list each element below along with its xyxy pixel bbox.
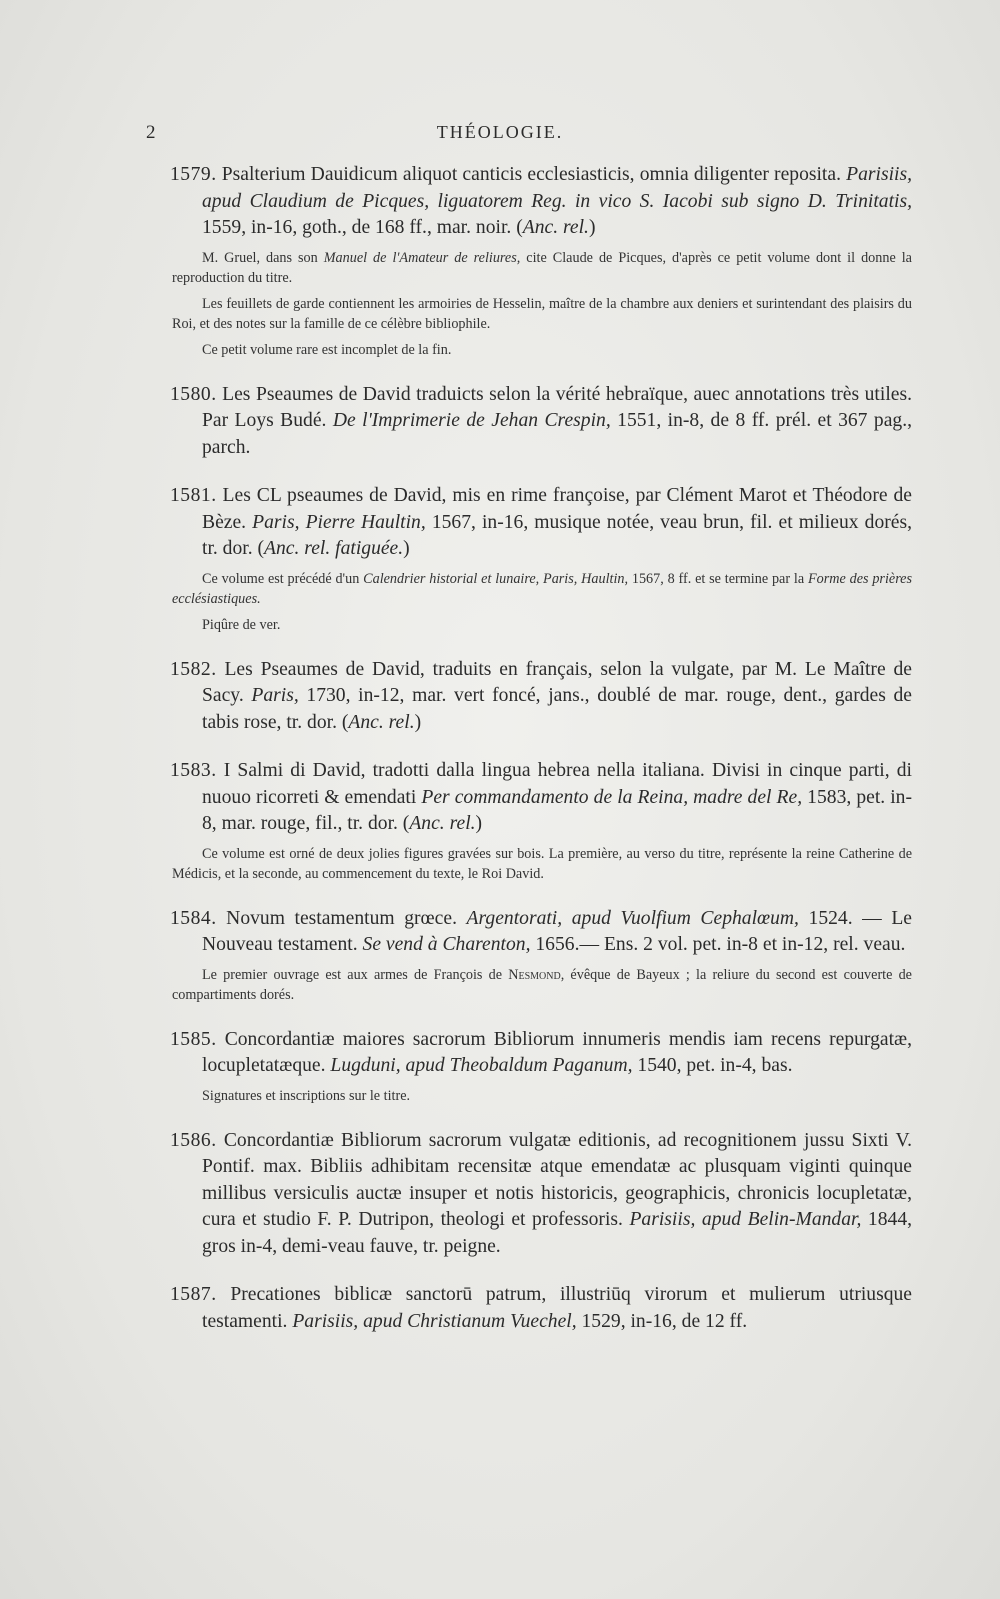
- entry-description: [170, 906, 912, 959]
- catalogue-entry: [170, 1128, 912, 1261]
- text-run: Precationes biblicæ sanctorū patrum, illustriūq virorum et mulierum utriusque testamenti.: [202, 1284, 912, 1332]
- text-run: ): [403, 538, 410, 559]
- text-run: 1583, pet. in-8, mar. rouge, fil., tr. dor. (: [202, 786, 912, 834]
- entry-note: [172, 1086, 912, 1106]
- text-run: Novum testamentum grœce.: [226, 907, 467, 929]
- italic-text: Se vend à Charenton,: [362, 934, 531, 955]
- italic-text: Anc. rel.: [348, 711, 415, 733]
- entry-number: 1581.: [170, 485, 217, 506]
- entry-note: [172, 569, 912, 609]
- text-run: Concordantiæ maiores sacrorum Bibliorum innumeris mendis iam recens repurgatæ, locupletatæque.: [202, 1028, 913, 1076]
- text-run: Nesmond: [508, 966, 561, 983]
- catalogue-entry: [170, 1282, 912, 1335]
- catalogue-entry: [170, 906, 912, 1005]
- italic-text: Forme des prières ecclésiastiques.: [172, 570, 913, 607]
- catalogue-entry: [170, 382, 912, 462]
- running-title: THÉOLOGIE.: [436, 122, 564, 142]
- italic-text: Argentorati, apud Vuolfium Cephalœum,: [466, 907, 799, 929]
- text-run: Ce volume est orné de deux jolies figures gravées sur bois. La première, au verso du titre, représente la reine Catherine de Médicis, et la seconde, au commencement du texte, le Roi David.: [172, 845, 912, 882]
- entry-number: 1586.: [170, 1129, 217, 1151]
- italic-text: Anc. rel. fatiguée.: [264, 538, 404, 559]
- entry-number: 1583.: [170, 760, 217, 781]
- italic-text: Parisiis, apud Belin-Mandar,: [629, 1209, 862, 1230]
- italic-text: Paris, Pierre Haultin,: [252, 511, 426, 533]
- text-run: Psalterium Dauidicum aliquot canticis ecclesiasticis, omnia diligenter reposita.: [221, 164, 847, 185]
- italic-text: Parisiis, apud Claudium de Picques, liguatorem Reg. in vico S. Iacobi sub signo D. Trinitatis,: [202, 164, 912, 212]
- catalogue-entry: [170, 657, 912, 737]
- entry-number: 1585.: [170, 1028, 217, 1050]
- text-run: cite Claude de Picques, d'après ce petit volume dont il donne la reproduction du titre.: [172, 249, 912, 286]
- italic-text: Paris,: [251, 685, 299, 706]
- entry-note: [172, 965, 912, 1005]
- text-run: 1567, 8 ff. et se termine par la: [628, 570, 808, 587]
- entry-description: [170, 758, 912, 838]
- entry-description: [170, 162, 912, 242]
- text-run: 1559, in-16, goth., de 168 ff., mar. noir. (: [202, 217, 523, 238]
- text-run: Les feuillets de garde contiennent les armoiries de Hesselin, maître de la chambre aux deniers et surintendant des plaisirs du Roi, et des notes sur la famille de ce célèbre bibliophile.: [172, 295, 912, 332]
- text-run: Ce volume est précédé d'un: [202, 570, 364, 587]
- entry-number: 1587.: [170, 1284, 217, 1305]
- text-run: 1551, in-8, de 8 ff. prél. et 367 pag., parch.: [202, 410, 912, 458]
- entry-number: 1582.: [170, 658, 217, 680]
- entry-description: [170, 1128, 912, 1261]
- text-run: 1524. — Le Nouveau testament.: [202, 907, 912, 955]
- text-run: Le premier ouvrage est aux armes de François de: [202, 966, 509, 983]
- entry-description: [170, 1027, 912, 1080]
- text-run: 1529, in-16, de 12 ff.: [576, 1310, 748, 1332]
- catalogue-entry: [170, 162, 912, 360]
- italic-text: Parisiis, apud Christianum Vuechel,: [292, 1310, 577, 1332]
- catalogue-entry: [170, 483, 912, 635]
- text-run: Concordantiæ Bibliorum sacrorum vulgatæ editionis, ad recognitionem jussu Sixti V. Pontif. max. Bibliis adhibitam recensitæ atque emendatæ ac plusquam viginti quinque millibus versiculis auctæ insuper et notis historicis, geographicis, chronicis locupletatæ, cura et studio F. P. Dutripon, theologi et professoris.: [202, 1129, 912, 1230]
- text-run: 1656.— Ens. 2 vol. pet. in-8 et in-12, rel. veau.: [530, 934, 906, 955]
- text-run: 1844, gros in-4, demi-veau fauve, tr. peigne.: [202, 1209, 913, 1257]
- entry-note: [172, 248, 912, 288]
- italic-text: Calendrier historial et lunaire, Paris, Haultin,: [363, 570, 629, 587]
- text-run: 1730, in-12, mar. vert foncé, jans., doublé de mar. rouge, dent., gardes de tabis rose, tr. dor. (: [202, 685, 912, 733]
- entry-description: [170, 483, 912, 563]
- text-run: Signatures et inscriptions sur le titre.: [202, 1087, 411, 1104]
- text-run: , évêque de Bayeux ; la reliure du second est couverte de compartiments dorés.: [172, 966, 912, 1003]
- italic-text: Manuel de l'Amateur de reliures,: [323, 249, 521, 266]
- text-run: ): [588, 217, 596, 238]
- text-run: M. Gruel, dans son: [202, 249, 324, 266]
- catalogue-entries: [170, 162, 912, 1357]
- italic-text: Per commandamento de la Reina, madre del Re,: [421, 786, 803, 808]
- text-run: Ce petit volume rare est incomplet de la fin.: [202, 341, 452, 358]
- text-run: 1540, pet. in-4, bas.: [632, 1055, 793, 1076]
- running-head: [0, 122, 1000, 146]
- entry-description: [170, 657, 912, 737]
- text-run: 1567, in-16, musique notée, veau brun, fil. et milieux dorés, tr. dor. (: [202, 511, 912, 559]
- entry-description: [170, 1282, 912, 1335]
- entry-note: [172, 340, 912, 360]
- catalogue-entry: [170, 758, 912, 884]
- entry-note: [172, 615, 912, 635]
- italic-text: Anc. rel.: [522, 217, 589, 238]
- text-run: I Salmi di David, tradotti dalla lingua hebrea nella italiana. Divisi in cinque parti, di nuouo ricorreti & emendati: [202, 760, 912, 808]
- italic-text: Anc. rel.: [409, 813, 476, 834]
- entry-number: 1580.: [170, 383, 217, 405]
- text-run: Les CL pseaumes de David, mis en rime françoise, par Clément Marot et Théodore de Bèze.: [202, 485, 912, 533]
- catalogue-entry: [170, 1027, 912, 1106]
- text-run: Piqûre de ver.: [202, 616, 281, 633]
- text-run: Les Pseaumes de David, traduits en français, selon la vulgate, par M. Le Maître de Sacy.: [202, 658, 912, 706]
- text-run: ): [414, 711, 422, 733]
- entry-note: [172, 844, 912, 884]
- italic-text: De l'Imprimerie de Jehan Crespin,: [332, 410, 611, 431]
- text-run: ): [475, 813, 483, 834]
- page-number: 2: [146, 122, 157, 143]
- italic-text: Lugduni, apud Theobaldum Paganum,: [330, 1055, 633, 1076]
- entry-description: [170, 382, 912, 462]
- entry-number: 1579.: [170, 164, 217, 185]
- entry-number: 1584.: [170, 907, 217, 929]
- text-run: Les Pseaumes de David traduicts selon la vérité hebraïque, auec annotations très utiles. Par Loys Budé.: [202, 383, 912, 431]
- entry-note: [172, 294, 912, 334]
